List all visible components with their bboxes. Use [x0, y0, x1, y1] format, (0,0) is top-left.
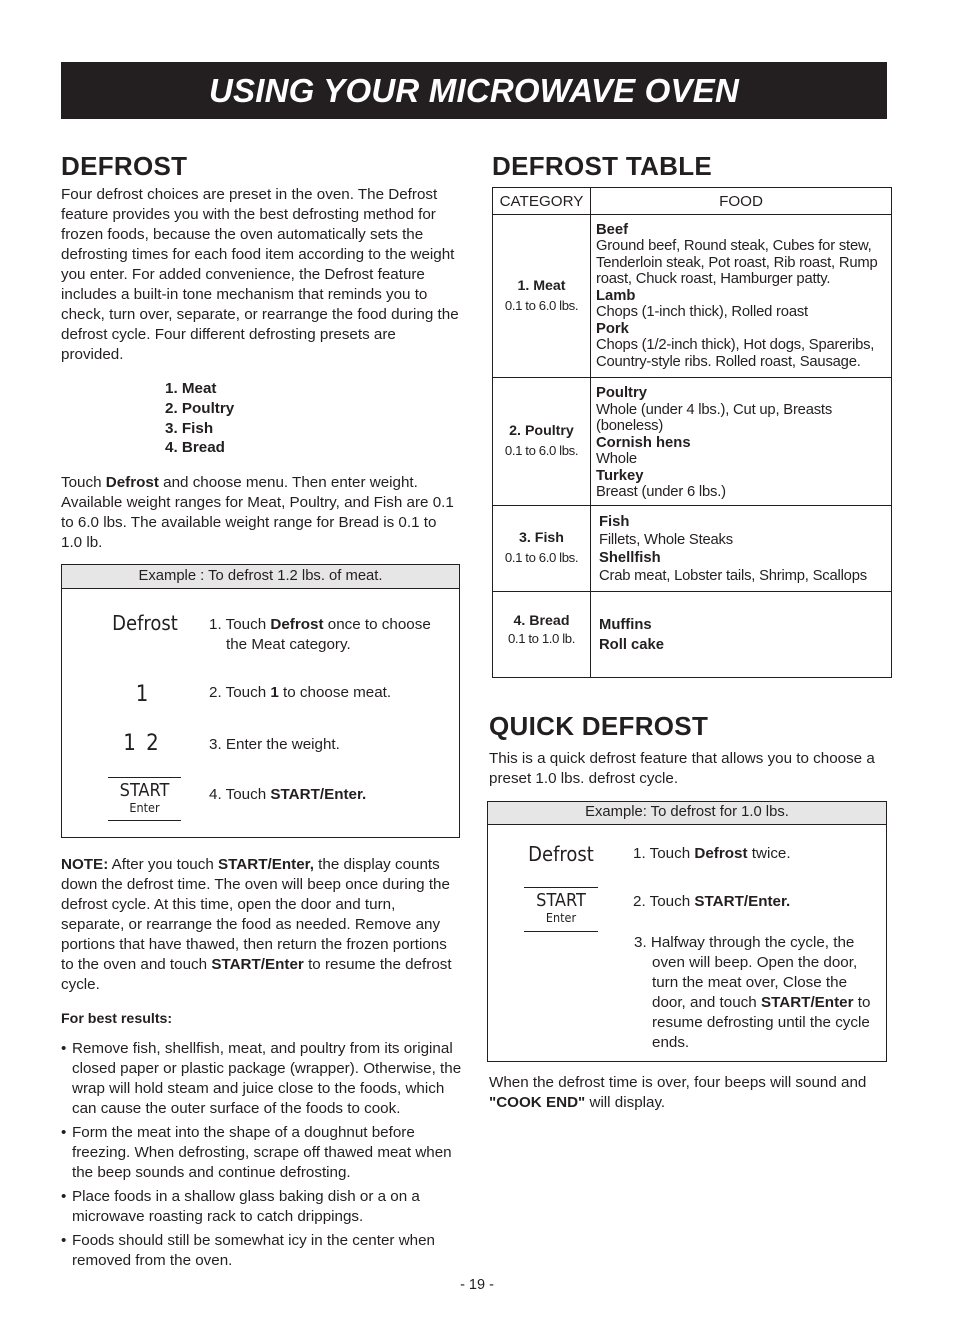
- table-row: [493, 505, 892, 591]
- number-key-1: 1: [135, 682, 149, 707]
- page-number: - 19 -: [460, 1277, 494, 1293]
- example-title: Example : To defrost 1.2 lbs. of meat.: [62, 565, 459, 589]
- quick-defrost-intro: This is a quick defrost feature that allows you to choose a preset 1.0 lbs. defrost cycle.: [489, 750, 875, 787]
- quick-step-3: 3. Halfway through the cycle, the oven will beep. Open the door, turn the meat over, Close the door, and touch START/Enter to resume defrosting until the cycle ends.: [634, 934, 871, 1051]
- category-cell: 3. Fish 0.1 to 6.0 lbs.: [493, 505, 591, 591]
- defrost-table-heading: DEFROST TABLE: [492, 151, 713, 181]
- number-keys-1-2: 1 2: [123, 731, 161, 756]
- preset-item: 2. Poultry: [165, 399, 235, 417]
- quick-step-1: 1. Touch Defrost twice.: [633, 845, 791, 862]
- defrost-key: Defrost: [528, 842, 594, 866]
- food-cell: Beef Ground beef, Round steak, Cubes for stew, Tenderloin steak, Pot roast, Rib roast, Rump roast, Chuck roast, Hamburger patty. Lamb Chops (1-inch thick), Rolled roast Pork Chops (1/2-inch thick), Hot dogs, Spareribs, Country-style ribs. Rolled roast, Sausage.: [591, 215, 892, 378]
- column-header-category: CATEGORY: [493, 188, 591, 215]
- example-step-1: 1. Touch Defrost once to choose the Meat category.: [209, 616, 431, 653]
- start-label: START: [536, 890, 586, 911]
- table-row: [493, 591, 892, 677]
- table-row: [493, 378, 892, 506]
- table-header-row: [493, 188, 892, 215]
- category-cell: 2. Poultry 0.1 to 6.0 lbs.: [493, 378, 591, 506]
- example-step-2: 2. Touch 1 to choose meat.: [209, 684, 392, 701]
- enter-label: Enter: [545, 910, 577, 925]
- preset-item: 3. Fish: [165, 419, 214, 437]
- category-cell: 4. Bread 0.1 to 1.0 lb.: [493, 591, 591, 677]
- enter-label: Enter: [129, 800, 160, 815]
- table-row: [493, 215, 892, 378]
- defrost-intro: Four defrost choices are preset in the oven. The Defrost feature provides you with the best defrosting method for frozen foods, because the oven automatically sets the defrosting times for each food item according to the weight you enter. For added convenience, the Defrost feature includes a built-in tone mechanism that reminds you to check, turn over, separate, or rearrange the food during the defrost cycle. Four different defrosting presets are provided.: [61, 186, 459, 363]
- example-step-4: 4. Touch START/Enter.: [209, 786, 367, 803]
- defrost-preset-list: [165, 379, 234, 458]
- quick-defrost-heading: QUICK DEFROST: [489, 711, 709, 741]
- defrost-note: NOTE: After you touch START/Enter, the display counts down the defrost time. The oven will beep once during the defrost cycle. At this time, open the door and turn, separate, or rearrange the food as needed. Remove any portions that have thawed, then return the frozen portions to the oven and touch START/Enter to resume the defrost cycle.: [61, 856, 452, 993]
- defrost-heading: DEFROST: [61, 151, 188, 181]
- start-enter-key: [108, 777, 181, 821]
- preset-item: 4. Bread: [165, 439, 225, 457]
- best-results-list: [61, 1039, 471, 1271]
- page-banner: USING YOUR MICROWAVE OVEN: [61, 62, 887, 119]
- quick-step-2: 2. Touch START/Enter.: [633, 893, 791, 910]
- preset-item: 1. Meat: [165, 380, 217, 397]
- quick-defrost-end-note: When the defrost time is over, four beeps will sound and "COOK END" will display.: [489, 1074, 867, 1111]
- list-item: • Foods should still be somewhat icy in the center when removed from the oven.: [61, 1232, 436, 1269]
- defrost-key: Defrost: [112, 611, 178, 635]
- food-cell: Fish Fillets, Whole Steaks Shellfish Crab meat, Lobster tails, Shrimp, Scallops: [591, 505, 892, 591]
- column-header-food: FOOD: [591, 188, 892, 215]
- list-item: • Place foods in a shallow glass baking dish or a on a microwave roasting rack to catch drippings.: [61, 1188, 420, 1225]
- list-item: • Remove fish, shellfish, meat, and poultry from its original closed paper or plastic package (wrapper). Otherwise, the wrap will hold steam and juice close to the foods, which can cause the outer surface of the foods to cook.: [61, 1040, 462, 1117]
- list-item: • Form the meat into the shape of a doughnut before freezing. When defrosting, scrape off thawed meat when the beep sounds and continue defrosting.: [61, 1124, 452, 1181]
- defrost-instructions: Touch Defrost and choose menu. Then enter weight. Available weight ranges for Meat, Poultry, and Fish are 0.1 to 6.0 lbs. The available weight range for Bread is 0.1 to 1.0 lb.: [61, 474, 454, 551]
- food-cell: Poultry Whole (under 4 lbs.), Cut up, Breasts (boneless) Cornish hens Whole Turkey Breast (under 6 lbs.): [591, 378, 892, 506]
- example-step-3: 3. Enter the weight.: [209, 736, 340, 753]
- example-title: Example: To defrost for 1.0 lbs.: [488, 802, 886, 825]
- start-enter-key: [524, 887, 598, 932]
- category-cell: 1. Meat 0.1 to 6.0 lbs.: [493, 215, 591, 378]
- start-label: START: [119, 780, 170, 801]
- food-cell: Muffins Roll cake: [591, 591, 892, 677]
- best-results-heading: For best results:: [61, 1011, 173, 1027]
- defrost-table: [492, 187, 892, 678]
